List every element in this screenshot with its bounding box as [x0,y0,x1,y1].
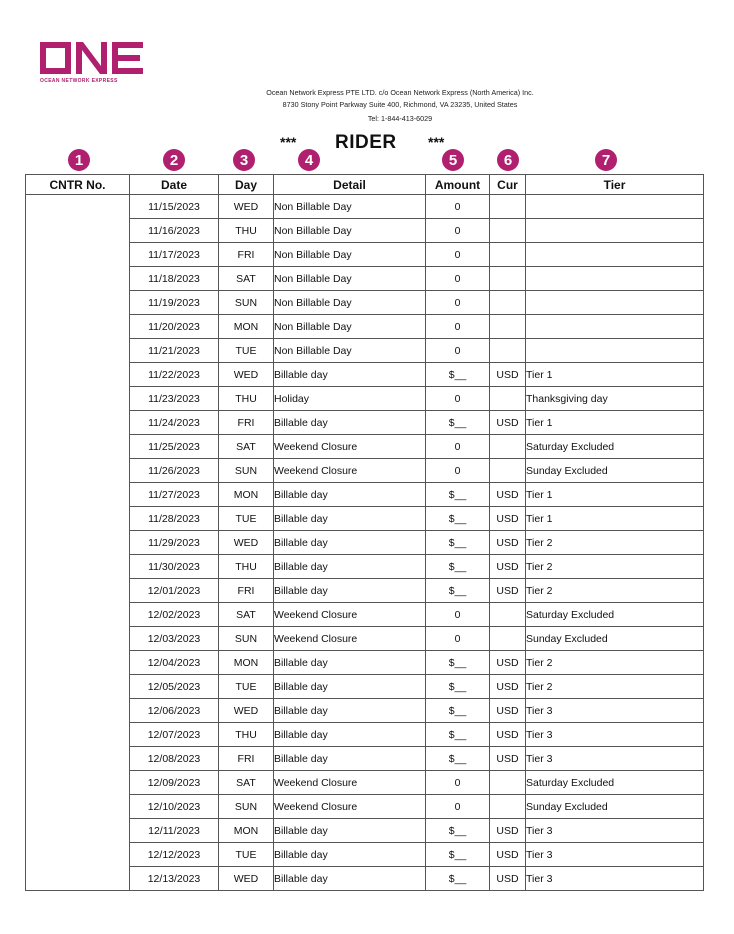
currency-cell [490,771,526,795]
amount-cell: 0 [426,243,490,267]
date-cell: 12/11/2023 [130,819,219,843]
tier-cell: Sunday Excluded [526,459,704,483]
amount-cell: $__ [426,507,490,531]
amount-cell: 0 [426,603,490,627]
col-header-day: Day [219,175,274,195]
day-cell: WED [219,699,274,723]
tier-cell: Tier 1 [526,363,704,387]
currency-cell: USD [490,363,526,387]
date-cell: 11/23/2023 [130,387,219,411]
day-cell: FRI [219,747,274,771]
detail-cell: Non Billable Day [274,339,426,363]
detail-cell: Billable day [274,363,426,387]
tier-cell: Tier 3 [526,747,704,771]
date-cell: 11/19/2023 [130,291,219,315]
date-cell: 12/12/2023 [130,843,219,867]
rider-table [25,174,704,891]
currency-cell: USD [490,579,526,603]
detail-cell: Holiday [274,387,426,411]
currency-cell: USD [490,555,526,579]
currency-cell: USD [490,819,526,843]
tier-cell: Saturday Excluded [526,435,704,459]
detail-cell: Non Billable Day [274,291,426,315]
date-cell: 11/20/2023 [130,315,219,339]
date-cell: 12/01/2023 [130,579,219,603]
detail-cell: Billable day [274,531,426,555]
tier-cell: Tier 3 [526,699,704,723]
amount-cell: 0 [426,219,490,243]
date-cell: 12/04/2023 [130,651,219,675]
detail-cell: Billable day [274,507,426,531]
day-cell: MON [219,483,274,507]
currency-cell: USD [490,675,526,699]
day-cell: SAT [219,435,274,459]
amount-cell: $__ [426,867,490,891]
day-cell: THU [219,555,274,579]
amount-cell: $__ [426,723,490,747]
currency-cell: USD [490,747,526,771]
tier-cell [526,195,704,219]
currency-cell [490,339,526,363]
amount-cell: 0 [426,771,490,795]
date-cell: 12/05/2023 [130,675,219,699]
day-cell: SUN [219,459,274,483]
day-cell: TUE [219,507,274,531]
currency-cell [490,243,526,267]
amount-cell: $__ [426,843,490,867]
column-badge-2: 2 [163,149,185,171]
day-cell: FRI [219,411,274,435]
amount-cell: 0 [426,195,490,219]
day-cell: THU [219,387,274,411]
table-header-row [26,175,704,195]
detail-cell: Billable day [274,723,426,747]
day-cell: THU [219,219,274,243]
company-phone: Tel: 1-844-413-6029 [367,114,433,123]
title-stars-right: *** [428,134,445,150]
amount-cell: 0 [426,435,490,459]
tier-cell [526,219,704,243]
currency-cell: USD [490,507,526,531]
detail-cell: Billable day [274,747,426,771]
amount-cell: $__ [426,411,490,435]
date-cell: 12/02/2023 [130,603,219,627]
tier-cell: Tier 3 [526,819,704,843]
date-cell: 11/29/2023 [130,531,219,555]
detail-cell: Billable day [274,867,426,891]
one-logo [40,42,150,88]
tier-cell: Tier 1 [526,483,704,507]
amount-cell: 0 [426,459,490,483]
column-badge-7: 7 [595,149,617,171]
tier-cell: Tier 2 [526,579,704,603]
amount-cell: $__ [426,699,490,723]
detail-cell: Billable day [274,555,426,579]
date-cell: 12/08/2023 [130,747,219,771]
tier-cell: Sunday Excluded [526,627,704,651]
amount-cell: $__ [426,531,490,555]
currency-cell [490,627,526,651]
column-badge-1: 1 [68,149,90,171]
amount-cell: $__ [426,819,490,843]
day-cell: SAT [219,267,274,291]
amount-cell: 0 [426,795,490,819]
col-header-date: Date [130,175,219,195]
date-cell: 11/28/2023 [130,507,219,531]
amount-cell: $__ [426,651,490,675]
detail-cell: Non Billable Day [274,315,426,339]
tier-cell: Tier 3 [526,843,704,867]
date-cell: 12/03/2023 [130,627,219,651]
date-cell: 11/16/2023 [130,219,219,243]
day-cell: SAT [219,771,274,795]
day-cell: WED [219,531,274,555]
column-badge-6: 6 [497,149,519,171]
amount-cell: 0 [426,627,490,651]
date-cell: 11/17/2023 [130,243,219,267]
date-cell: 11/22/2023 [130,363,219,387]
currency-cell [490,315,526,339]
date-cell: 12/10/2023 [130,795,219,819]
date-cell: 12/09/2023 [130,771,219,795]
tier-cell: Sunday Excluded [526,795,704,819]
col-header-tier: Tier [526,175,704,195]
currency-cell [490,267,526,291]
tier-cell: Saturday Excluded [526,603,704,627]
date-cell: 11/21/2023 [130,339,219,363]
day-cell: SUN [219,291,274,315]
amount-cell: $__ [426,579,490,603]
date-cell: 12/13/2023 [130,867,219,891]
day-cell: SUN [219,627,274,651]
one-logo-mark [40,42,144,74]
tier-cell: Tier 2 [526,675,704,699]
day-cell: TUE [219,675,274,699]
tier-cell: Tier 3 [526,867,704,891]
currency-cell [490,195,526,219]
currency-cell [490,219,526,243]
date-cell: 11/24/2023 [130,411,219,435]
tier-cell: Tier 2 [526,651,704,675]
currency-cell: USD [490,651,526,675]
date-cell: 11/30/2023 [130,555,219,579]
currency-cell [490,459,526,483]
amount-cell: 0 [426,339,490,363]
detail-cell: Billable day [274,651,426,675]
amount-cell: 0 [426,387,490,411]
amount-cell: $__ [426,483,490,507]
day-cell: SUN [219,795,274,819]
tier-cell: Tier 3 [526,723,704,747]
page-title: RIDER [335,132,397,153]
date-cell: 11/18/2023 [130,267,219,291]
tier-cell [526,267,704,291]
cntr-no-cell [26,195,130,891]
currency-cell [490,291,526,315]
currency-cell: USD [490,411,526,435]
col-header-cur: Cur [490,175,526,195]
detail-cell: Weekend Closure [274,771,426,795]
detail-cell: Non Billable Day [274,243,426,267]
currency-cell [490,603,526,627]
tier-cell [526,243,704,267]
detail-cell: Billable day [274,579,426,603]
day-cell: TUE [219,339,274,363]
detail-cell: Billable day [274,699,426,723]
col-header-cntr-no: CNTR No. [26,175,130,195]
title-stars-left: *** [280,134,297,150]
day-cell: FRI [219,243,274,267]
date-cell: 12/06/2023 [130,699,219,723]
detail-cell: Weekend Closure [274,459,426,483]
date-cell: 11/26/2023 [130,459,219,483]
tier-cell [526,315,704,339]
table-body [26,195,704,891]
date-cell: 11/27/2023 [130,483,219,507]
tier-cell: Tier 2 [526,555,704,579]
detail-cell: Non Billable Day [274,219,426,243]
amount-cell: $__ [426,675,490,699]
day-cell: MON [219,315,274,339]
currency-cell: USD [490,723,526,747]
date-cell: 11/25/2023 [130,435,219,459]
detail-cell: Weekend Closure [274,603,426,627]
detail-cell: Non Billable Day [274,267,426,291]
detail-cell: Weekend Closure [274,435,426,459]
tier-cell: Tier 1 [526,507,704,531]
tier-cell [526,339,704,363]
day-cell: WED [219,363,274,387]
table-row [26,195,704,219]
tier-cell: Tier 1 [526,411,704,435]
tier-cell: Saturday Excluded [526,771,704,795]
currency-cell [490,795,526,819]
date-cell: 11/15/2023 [130,195,219,219]
currency-cell [490,387,526,411]
tier-cell: Thanksgiving day [526,387,704,411]
currency-cell: USD [490,843,526,867]
col-header-detail: Detail [274,175,426,195]
day-cell: WED [219,195,274,219]
day-cell: MON [219,651,274,675]
amount-cell: 0 [426,291,490,315]
date-cell: 12/07/2023 [130,723,219,747]
column-badge-4: 4 [298,149,320,171]
amount-cell: $__ [426,747,490,771]
currency-cell [490,435,526,459]
detail-cell: Billable day [274,843,426,867]
col-header-amount: Amount [426,175,490,195]
day-cell: FRI [219,579,274,603]
logo-subtitle: OCEAN NETWORK EXPRESS [40,78,118,84]
detail-cell: Billable day [274,483,426,507]
currency-cell: USD [490,531,526,555]
currency-cell: USD [490,483,526,507]
amount-cell: $__ [426,363,490,387]
column-badge-5: 5 [442,149,464,171]
day-cell: MON [219,819,274,843]
detail-cell: Weekend Closure [274,627,426,651]
detail-cell: Billable day [274,411,426,435]
amount-cell: 0 [426,315,490,339]
amount-cell: 0 [426,267,490,291]
day-cell: TUE [219,843,274,867]
day-cell: THU [219,723,274,747]
day-cell: SAT [219,603,274,627]
detail-cell: Billable day [274,819,426,843]
amount-cell: $__ [426,555,490,579]
company-name: Ocean Network Express PTE LTD. c/o Ocean Network Express (North America) Inc. [266,88,534,97]
currency-cell: USD [490,867,526,891]
tier-cell: Tier 2 [526,531,704,555]
day-cell: WED [219,867,274,891]
company-address: 8730 Stony Point Parkway Suite 400, Richmond, VA 23235, United States [282,100,518,109]
tier-cell [526,291,704,315]
detail-cell: Billable day [274,675,426,699]
detail-cell: Weekend Closure [274,795,426,819]
column-badge-3: 3 [233,149,255,171]
detail-cell: Non Billable Day [274,195,426,219]
currency-cell: USD [490,699,526,723]
